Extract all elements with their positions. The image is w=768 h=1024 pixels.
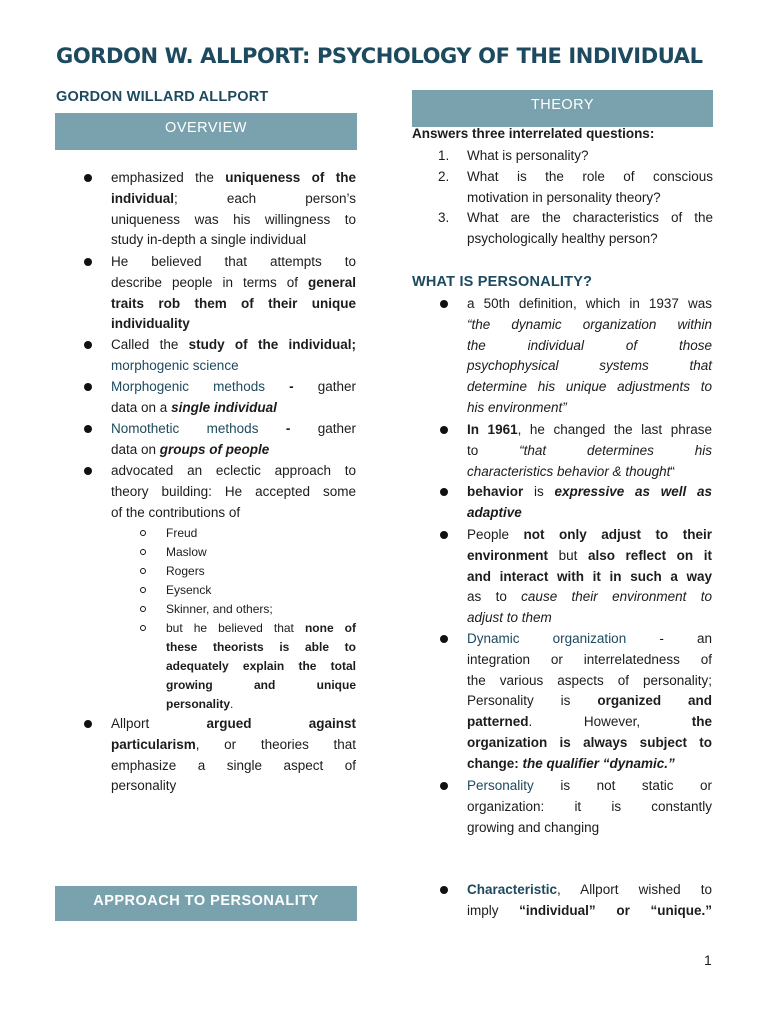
circle-bullet-icon [140,606,146,612]
circle-bullet-icon [140,568,146,574]
personality-bullet-behavior: behavior is expressive as well as adaptive [467,482,712,524]
personality-bullet-not-static: Personality is not static or organization: it is constantly growing and changing [467,776,712,838]
bullet-icon [440,531,448,539]
overview-bullet-morphogenic-science: Called the study of the individual; morphogenic science [111,335,356,377]
overview-bullet-morphogenic-methods: Morphogenic methods - gather data on a single individual [111,377,356,419]
personality-bullet-dynamic-organization: Dynamic organization - an integration or interrelatedness of the various aspects of personality; Personality is organized and patterned. However, the organization is always subject to change: the qualifier “dynamic.” [467,629,712,775]
bullet-icon [84,467,92,475]
bullet-icon [84,720,92,728]
page-title: GORDON W. ALLPORT: PSYCHOLOGY OF THE INDIVIDUAL [56,44,703,68]
bullet-icon [440,782,448,790]
bullet-icon [84,383,92,391]
theory-intro: Answers three interrelated questions: [412,126,655,141]
overview-bullet-eclectic: advocated an eclectic approach to theory building: He accepted some of the contributions of [111,461,356,523]
bullet-icon [440,488,448,496]
what-is-personality-heading: WHAT IS PERSONALITY? [412,274,593,290]
contributor-skinner: Skinner, and others; [166,600,356,619]
circle-bullet-icon [140,530,146,536]
bullet-icon [440,886,448,894]
contributor-eysenck: Eysenck [166,581,356,600]
circle-bullet-icon [140,549,146,555]
personality-bullet-adjust: People not only adjust to their environment but also reflect on it and interact with it in such a way as to cause their environment to adjust to them [467,525,712,629]
contributor-rogers: Rogers [166,562,356,581]
overview-bullet-nomothetic-methods: Nomothetic methods - gather data on groups of people [111,419,356,461]
contributor-freud: Freud [166,524,356,543]
overview-bullet-particularism: Allport argued against particularism, or theories that emphasize a single aspect of personality [111,714,356,797]
circle-bullet-icon [140,587,146,593]
bullet-icon [440,426,448,434]
overview-section-header: OVERVIEW [55,113,357,150]
personality-bullet-characteristic: Characteristic, Allport wished to imply “individual” or “unique.” [467,880,712,922]
page-number: 1 [704,952,712,968]
bullet-icon [84,341,92,349]
bullet-icon [440,300,448,308]
overview-bullet-uniqueness: emphasized the uniqueness of the individual; each person’s uniqueness was his willingness to study in-depth a single individual [111,168,356,251]
author-heading: GORDON WILLARD ALLPORT [56,89,269,105]
overview-bullet-traits: He believed that attempts to describe people in terms of general traits rob them of their unique individuality [111,252,356,335]
circle-bullet-icon [140,625,146,631]
bullet-icon [84,258,92,266]
personality-bullet-definition: a 50th definition, which in 1937 was “the dynamic organization within the individual of those psychophysical systems that determine his unique adjustments to his environment” [467,294,712,419]
contributor-note: but he believed that none of these theorists is able to adequately explain the total growing and unique personality. [166,619,356,713]
bullet-icon [440,635,448,643]
theory-section-header: THEORY [412,90,713,127]
contributor-maslow: Maslow [166,543,356,562]
bullet-icon [84,174,92,182]
bullet-icon [84,425,92,433]
personality-bullet-1961: In 1961, he changed the last phrase to “that determines his characteristics behavior & thought“ [467,420,712,482]
approach-section-header: APPROACH TO PERSONALITY [55,886,357,921]
